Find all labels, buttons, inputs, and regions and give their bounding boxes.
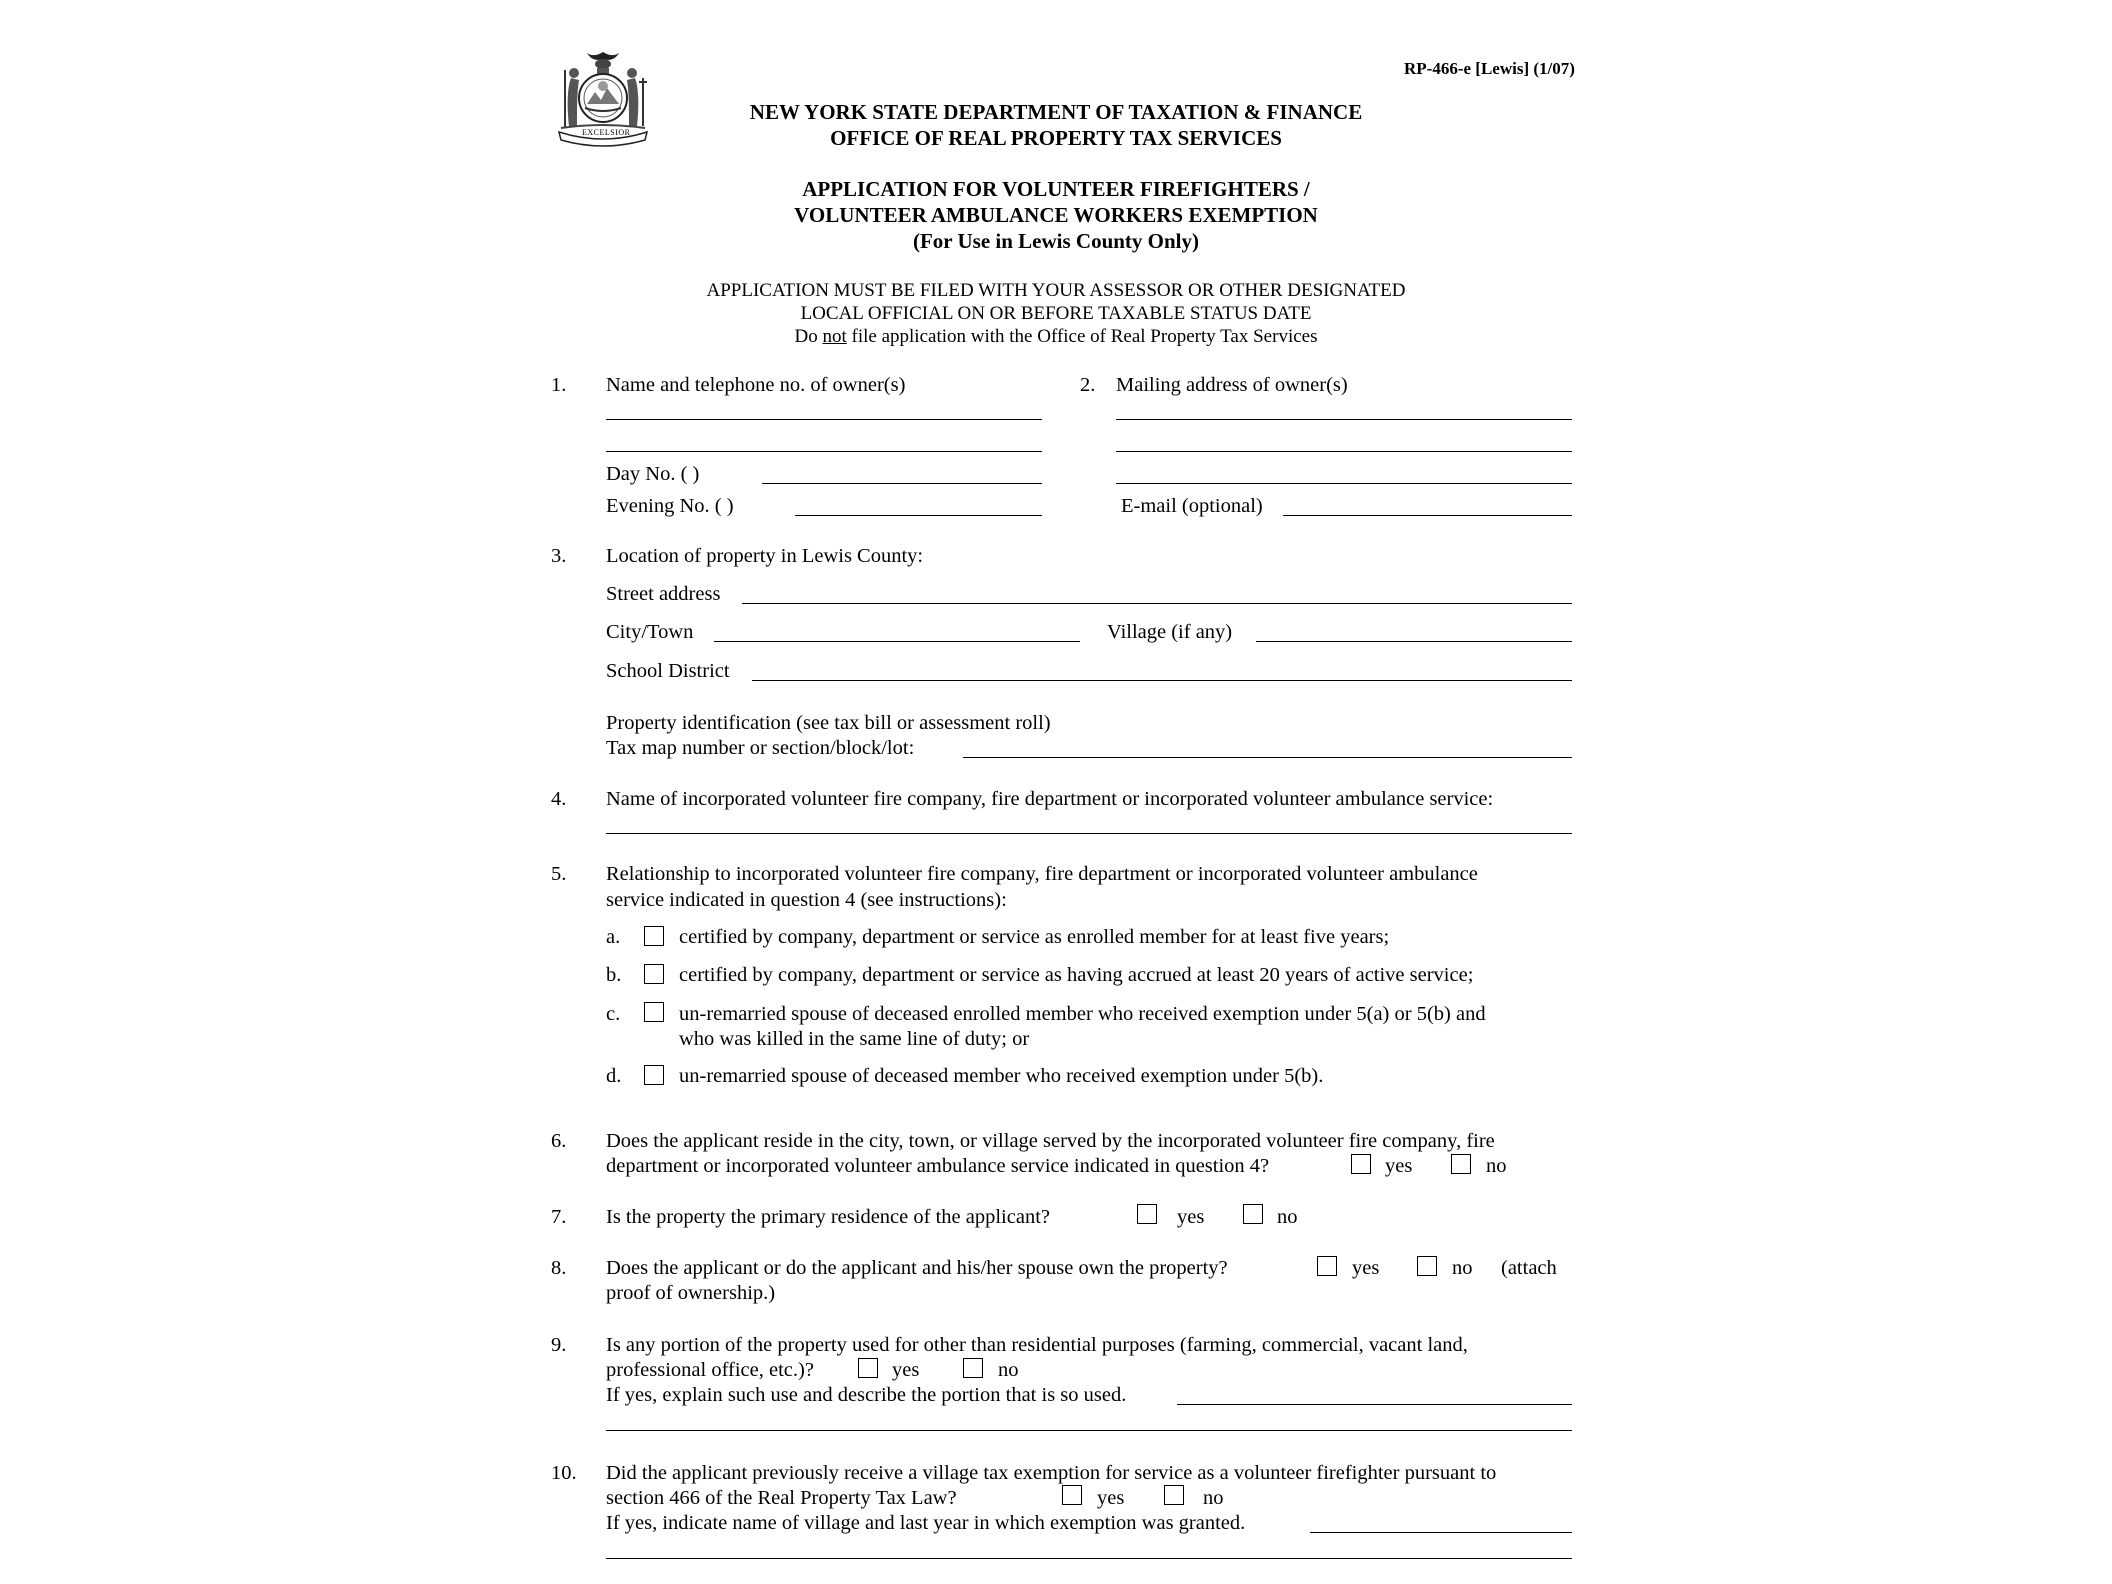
q5-option-a-letter: a. xyxy=(606,926,621,948)
filing-notice-pre: Do xyxy=(794,326,823,347)
street-address-label: Street address xyxy=(606,583,721,605)
email-field[interactable] xyxy=(1283,515,1572,516)
q9-yes-label: yes xyxy=(892,1359,920,1381)
q7-yes-checkbox[interactable] xyxy=(1137,1204,1157,1224)
q8-number: 8. xyxy=(551,1257,567,1279)
q10-line3: If yes, indicate name of village and last year in which exemption was granted. xyxy=(606,1512,1246,1534)
city-town-label: City/Town xyxy=(606,621,694,643)
village-label: Village (if any) xyxy=(1107,621,1233,643)
q5-number: 5. xyxy=(551,863,567,885)
mailing-address-field-2[interactable] xyxy=(1116,451,1572,452)
q7-number: 7. xyxy=(551,1206,567,1228)
q6-no-checkbox[interactable] xyxy=(1451,1154,1471,1174)
form-title-line3: (For Use in Lewis County Only) xyxy=(912,229,1200,253)
q9-line2: professional office, etc.)? xyxy=(606,1359,814,1381)
filing-notice-line3 xyxy=(656,325,1456,349)
q5-option-c-letter: c. xyxy=(606,1003,621,1025)
q10-village-field-1[interactable] xyxy=(1310,1532,1572,1533)
school-district-field[interactable] xyxy=(752,680,1572,681)
owner-name-field-2[interactable] xyxy=(606,451,1042,452)
fire-company-name-field[interactable] xyxy=(606,833,1572,834)
q6-line2: department or incorporated volunteer ambulance service indicated in question 4? xyxy=(606,1155,1270,1177)
tax-map-field[interactable] xyxy=(963,757,1572,758)
q4-label: Name of incorporated volunteer fire company, fire department or incorporated volunteer ambulance service: xyxy=(606,788,1494,810)
q10-yes-checkbox[interactable] xyxy=(1062,1485,1082,1505)
owner-name-field-1[interactable] xyxy=(606,419,1042,420)
q5-option-c-text-cont: who was killed in the same line of duty; or xyxy=(679,1028,1030,1050)
q2-number: 2. xyxy=(1080,374,1096,396)
q5-option-b-text: certified by company, department or service as having accrued at least 20 years of active service; xyxy=(679,964,1474,986)
q6-line1: Does the applicant reside in the city, town, or village served by the incorporated volunteer fire company, fire xyxy=(606,1130,1495,1152)
form-title-line2: VOLUNTEER AMBULANCE WORKERS EXEMPTION xyxy=(794,203,1318,227)
form-title-line1: APPLICATION FOR VOLUNTEER FIREFIGHTERS / xyxy=(802,177,1310,201)
day-phone-label: Day No. ( ) xyxy=(606,463,700,485)
q10-line1: Did the applicant previously receive a village tax exemption for service as a volunteer firefighter pursuant to xyxy=(606,1462,1497,1484)
email-label: E-mail (optional) xyxy=(1121,495,1263,517)
q5-option-a-text: certified by company, department or service as enrolled member for at least five years; xyxy=(679,926,1390,948)
q5-option-c-text: un-remarried spouse of deceased enrolled member who received exemption under 5(a) or 5(b) and xyxy=(679,1003,1486,1025)
q10-no-checkbox[interactable] xyxy=(1164,1485,1184,1505)
filing-notice-post: file application with the Office of Real Property Tax Services xyxy=(846,326,1318,347)
q8-line1: Does the applicant or do the applicant and his/her spouse own the property? xyxy=(606,1257,1228,1279)
q10-line2: section 466 of the Real Property Tax Law? xyxy=(606,1487,957,1509)
q8-no-label: no xyxy=(1452,1257,1473,1279)
school-district-label: School District xyxy=(606,660,730,682)
street-address-field[interactable] xyxy=(742,603,1572,604)
q9-line3: If yes, explain such use and describe the portion that is so used. xyxy=(606,1384,1127,1406)
q9-no-label: no xyxy=(998,1359,1019,1381)
department-line1: NEW YORK STATE DEPARTMENT OF TAXATION & FINANCE xyxy=(749,100,1363,124)
q6-yes-label: yes xyxy=(1385,1155,1413,1177)
q6-no-label: no xyxy=(1486,1155,1507,1177)
evening-phone-field[interactable] xyxy=(795,515,1042,516)
tax-map-label: Tax map number or section/block/lot: xyxy=(606,737,915,759)
q5-line1: Relationship to incorporated volunteer fire company, fire department or incorporated volunteer ambulance xyxy=(606,863,1478,885)
q3-number: 3. xyxy=(551,545,567,567)
q10-village-field-2[interactable] xyxy=(606,1558,1572,1559)
q9-no-checkbox[interactable] xyxy=(963,1358,983,1378)
village-field[interactable] xyxy=(1256,641,1572,642)
q9-yes-checkbox[interactable] xyxy=(858,1358,878,1378)
q5-option-d-letter: d. xyxy=(606,1065,622,1087)
q7-line1: Is the property the primary residence of the applicant? xyxy=(606,1206,1050,1228)
department-line2: OFFICE OF REAL PROPERTY TAX SERVICES xyxy=(830,126,1282,150)
q8-line2: proof of ownership.) xyxy=(606,1282,776,1304)
day-phone-field[interactable] xyxy=(762,483,1042,484)
q2-label: Mailing address of owner(s) xyxy=(1116,374,1348,396)
mailing-address-field-1[interactable] xyxy=(1116,419,1572,420)
q5-option-c-checkbox[interactable] xyxy=(644,1002,664,1022)
q8-attach: (attach xyxy=(1501,1257,1557,1279)
q8-no-checkbox[interactable] xyxy=(1417,1256,1437,1276)
q9-explain-field-2[interactable] xyxy=(606,1430,1572,1431)
q5-option-d-checkbox[interactable] xyxy=(644,1065,664,1085)
filing-notice-line1: APPLICATION MUST BE FILED WITH YOUR ASSESSOR OR OTHER DESIGNATED xyxy=(706,280,1406,301)
q10-number: 10. xyxy=(551,1462,577,1484)
q4-number: 4. xyxy=(551,788,567,810)
q8-yes-checkbox[interactable] xyxy=(1317,1256,1337,1276)
form-number: RP-466-e [Lewis] (1/07) xyxy=(1404,59,1575,78)
q6-yes-checkbox[interactable] xyxy=(1351,1154,1371,1174)
q5-option-a-checkbox[interactable] xyxy=(644,926,664,946)
mailing-address-field-3[interactable] xyxy=(1116,483,1572,484)
q8-yes-label: yes xyxy=(1352,1257,1380,1279)
filing-notice-line2: LOCAL OFFICIAL ON OR BEFORE TAXABLE STATUS DATE xyxy=(800,303,1312,324)
q1-number: 1. xyxy=(551,374,567,396)
q5-option-d-text: un-remarried spouse of deceased member who received exemption under 5(b). xyxy=(679,1065,1324,1087)
q6-number: 6. xyxy=(551,1130,567,1152)
q10-no-label: no xyxy=(1203,1487,1224,1509)
evening-phone-label: Evening No. ( ) xyxy=(606,495,734,517)
q9-explain-field-1[interactable] xyxy=(1177,1404,1572,1405)
q7-no-checkbox[interactable] xyxy=(1243,1204,1263,1224)
q9-line1: Is any portion of the property used for other than residential purposes (farming, commercial, vacant land, xyxy=(606,1334,1468,1356)
property-id-label: Property identification (see tax bill or assessment roll) xyxy=(606,712,1051,734)
q10-yes-label: yes xyxy=(1097,1487,1125,1509)
filing-notice-emphasis: not xyxy=(822,326,847,347)
q5-option-b-checkbox[interactable] xyxy=(644,964,664,984)
q7-no-label: no xyxy=(1277,1206,1298,1228)
q9-number: 9. xyxy=(551,1334,567,1356)
seal-motto: EXCELSIOR xyxy=(582,128,631,137)
q5-line2: service indicated in question 4 (see instructions): xyxy=(606,889,1007,911)
q7-yes-label: yes xyxy=(1177,1206,1205,1228)
q3-label: Location of property in Lewis County: xyxy=(606,545,924,567)
q5-option-b-letter: b. xyxy=(606,964,622,986)
q1-label: Name and telephone no. of owner(s) xyxy=(606,374,906,396)
city-town-field[interactable] xyxy=(714,641,1080,642)
